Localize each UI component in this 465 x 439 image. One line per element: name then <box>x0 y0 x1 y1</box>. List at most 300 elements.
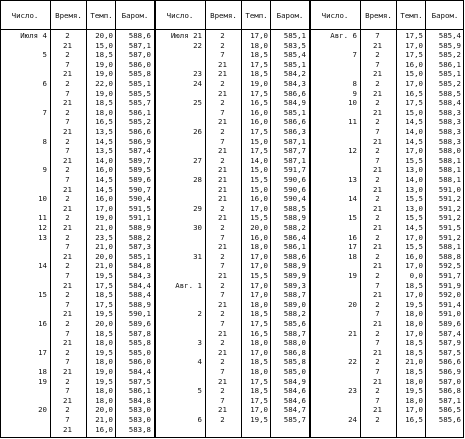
temp-cell: 15,0 <box>95 40 113 50</box>
temp-cell: 17,5 <box>250 395 268 405</box>
date-cell: 16 <box>348 232 357 242</box>
barometer-cell: 588,9 <box>283 213 306 223</box>
time-cell: 21 <box>218 376 227 386</box>
date-cell: 5 <box>197 386 202 396</box>
temp-cell: 17,5 <box>95 299 113 309</box>
barometer-cell: 591,1 <box>128 213 151 223</box>
column-divider <box>396 1 397 437</box>
temp-cell: 17,0 <box>405 405 423 415</box>
barometer-cell: 589,6 <box>128 319 151 328</box>
temp-cell: 18,5 <box>250 386 268 396</box>
date-cell: Июля 21 <box>170 31 202 40</box>
date-cell: 18 <box>348 251 357 261</box>
date-cell <box>156 233 202 242</box>
barometer-cell: 587,1 <box>283 155 306 165</box>
barometer-cell: 588,1 <box>438 155 461 165</box>
date-cell <box>311 69 357 78</box>
time-cell: 7 <box>375 59 380 69</box>
time-cell: 2 <box>65 319 70 328</box>
barometer-cell: 589,3 <box>283 280 306 290</box>
barometer-cell: 588,7 <box>283 290 306 300</box>
temp-cell: 16,0 <box>250 117 268 127</box>
date-cell: 26 <box>193 127 202 136</box>
time-cell: 21 <box>373 69 382 79</box>
time-cell: 21 <box>218 88 227 98</box>
time-cell: 7 <box>65 299 70 309</box>
time-cell: 2 <box>375 117 380 127</box>
barometer-cell: 585,7 <box>283 415 306 424</box>
barometer-cell: 588,0 <box>438 146 461 156</box>
date-cell <box>156 261 202 270</box>
barometer-cell: 588,9 <box>283 261 306 271</box>
time-cell: 7 <box>220 290 225 300</box>
temp-cell: 13,0 <box>405 165 423 175</box>
temp-cell: 16,0 <box>405 59 423 69</box>
date-cell <box>1 386 47 395</box>
date-cell <box>311 261 357 270</box>
temp-cell: 18,5 <box>405 367 423 376</box>
time-cell: 7 <box>220 395 225 405</box>
temp-cell: 16,5 <box>250 98 268 108</box>
temp-cell: 17,0 <box>405 79 423 88</box>
temp-cell: 18,0 <box>405 309 423 319</box>
time-cell: 7 <box>220 107 225 117</box>
date-cell <box>1 127 47 136</box>
barometer-cell: 586,5 <box>438 405 461 415</box>
temp-cell: 18,5 <box>250 69 268 79</box>
barometer-cell: 588,6 <box>283 251 306 261</box>
barometer-cell: 584,8 <box>128 395 151 405</box>
temp-cell: 13,0 <box>405 203 423 213</box>
date-cell: 6 <box>42 79 47 88</box>
time-cell: 7 <box>220 232 225 242</box>
temp-cell: 15,5 <box>250 213 268 223</box>
barometer-header: Баром. <box>276 11 304 20</box>
barometer-cell: 591,5 <box>438 223 461 232</box>
date-cell: 8 <box>352 79 357 88</box>
time-cell: 2 <box>220 338 225 348</box>
barometer-cell: 584,8 <box>128 261 151 271</box>
temp-cell: 21,0 <box>95 261 113 271</box>
date-cell <box>311 185 357 194</box>
temp-cell: 16,5 <box>405 415 423 424</box>
barometer-cell: 585,5 <box>128 88 151 98</box>
temp-cell: 17,5 <box>250 376 268 386</box>
temp-cell: 17,5 <box>250 319 268 328</box>
date-cell <box>1 242 47 251</box>
temp-cell: 16,0 <box>95 194 113 204</box>
time-cell: 2 <box>65 194 70 204</box>
temp-cell: 18,0 <box>95 107 113 117</box>
temp-cell: 14,0 <box>95 155 113 165</box>
date-cell <box>311 367 357 376</box>
temp-cell: 17,5 <box>250 146 268 156</box>
time-cell: 21 <box>63 309 72 319</box>
temp-cell: 14,5 <box>95 136 113 146</box>
time-cell: 7 <box>375 309 380 319</box>
barometer-cell: 591,2 <box>438 213 461 223</box>
date-cell <box>156 194 202 203</box>
temp-cell: 19,5 <box>95 376 113 386</box>
date-cell <box>1 117 47 126</box>
date-header: Число. <box>321 11 349 20</box>
time-cell: 2 <box>65 136 70 146</box>
column-divider <box>86 1 87 437</box>
time-cell: 7 <box>220 261 225 271</box>
barometer-cell: 585,8 <box>128 338 151 348</box>
time-cell: 21 <box>373 88 382 98</box>
time-cell: 2 <box>375 213 380 223</box>
date-cell <box>156 271 202 280</box>
temp-cell: 21,0 <box>95 223 113 232</box>
date-cell <box>311 127 357 136</box>
barometer-cell: 590,6 <box>283 184 306 194</box>
date-cell: 19 <box>38 376 47 386</box>
time-cell: 21 <box>63 98 72 108</box>
barometer-cell: 587,0 <box>438 376 461 386</box>
time-cell: 2 <box>65 31 70 40</box>
time-cell: 21 <box>63 40 72 50</box>
barometer-cell: 586,6 <box>438 357 461 367</box>
barometer-cell: 585,0 <box>128 347 151 357</box>
time-cell: 2 <box>375 194 380 204</box>
barometer-cell: 584,7 <box>283 405 306 415</box>
date-cell <box>1 396 47 405</box>
time-cell: 2 <box>65 79 70 88</box>
barometer-cell: 589,7 <box>128 155 151 165</box>
time-cell: 2 <box>375 386 380 396</box>
temp-cell: 19,0 <box>95 59 113 69</box>
temp-cell: 16,0 <box>250 194 268 204</box>
time-cell: 21 <box>218 405 227 415</box>
date-cell <box>156 108 202 117</box>
date-cell: 10 <box>38 194 47 204</box>
date-cell: 12 <box>38 223 47 232</box>
temp-cell: 15,5 <box>405 242 423 252</box>
date-cell: 29 <box>193 203 202 213</box>
date-cell: 24 <box>193 79 202 88</box>
time-cell: 2 <box>65 405 70 415</box>
time-cell: 2 <box>65 107 70 117</box>
barometer-cell: 592,0 <box>438 290 461 300</box>
time-cell: 7 <box>375 367 380 376</box>
temp-cell: 21,0 <box>95 242 113 252</box>
time-cell: 21 <box>373 107 382 117</box>
temp-cell: 18,0 <box>405 395 423 405</box>
barometer-cell: 584,6 <box>283 395 306 405</box>
date-cell <box>156 89 202 98</box>
date-cell <box>156 405 202 414</box>
temp-cell: 18,5 <box>95 328 113 338</box>
barometer-cell: 587,7 <box>283 146 306 156</box>
temp-cell: 16,0 <box>95 165 113 175</box>
temp-cell: 15,0 <box>250 136 268 146</box>
barometer-cell: 589,6 <box>128 175 151 184</box>
barometer-cell: 585,6 <box>283 319 306 328</box>
date-cell <box>311 377 357 386</box>
date-cell <box>1 329 47 338</box>
date-cell <box>311 165 357 174</box>
time-cell: 2 <box>375 328 380 338</box>
time-cell: 7 <box>65 415 70 424</box>
time-cell: 7 <box>65 88 70 98</box>
time-cell: 21 <box>373 347 382 357</box>
temp-cell: 19,0 <box>95 213 113 223</box>
barometer-cell: 585,9 <box>438 40 461 50</box>
temp-cell: 15,5 <box>250 271 268 280</box>
time-cell: 2 <box>375 146 380 156</box>
date-cell <box>311 348 357 357</box>
date-cell <box>156 377 202 386</box>
date-cell <box>1 41 47 50</box>
time-cell: 21 <box>63 203 72 213</box>
date-cell <box>311 338 357 347</box>
time-cell: 2 <box>65 50 70 60</box>
date-cell: 30 <box>193 223 202 232</box>
temp-cell: 13,5 <box>95 127 113 136</box>
barometer-cell: 588,6 <box>128 31 151 40</box>
date-cell: 20 <box>348 299 357 309</box>
barometer-cell: 589,9 <box>283 271 306 280</box>
time-cell: 2 <box>65 290 70 300</box>
date-cell <box>311 309 357 318</box>
date-cell <box>156 50 202 59</box>
barometer-cell: 592,5 <box>438 261 461 271</box>
date-cell: 31 <box>193 251 202 261</box>
date-cell: 24 <box>348 415 357 424</box>
time-cell: 2 <box>220 223 225 232</box>
date-cell <box>1 252 47 261</box>
temp-cell: 14,5 <box>405 136 423 146</box>
temp-cell: 18,0 <box>250 338 268 348</box>
barometer-cell: 588,1 <box>438 175 461 184</box>
time-cell: 21 <box>63 251 72 261</box>
time-cell: 21 <box>218 69 227 79</box>
time-cell: 2 <box>220 98 225 108</box>
time-cell: 21 <box>373 290 382 300</box>
barometer-cell: 587,3 <box>128 242 151 252</box>
temp-cell: 18,0 <box>95 395 113 405</box>
temp-cell: 16,0 <box>405 251 423 261</box>
date-header: Число. <box>11 11 39 20</box>
time-cell: 2 <box>375 357 380 367</box>
temp-header: Темп. <box>245 11 268 20</box>
temp-cell: 18,5 <box>250 50 268 60</box>
temp-cell: 18,5 <box>405 338 423 348</box>
time-cell: 2 <box>220 31 225 40</box>
barometer-cell: 584,3 <box>283 79 306 88</box>
barometer-cell: 584,4 <box>128 280 151 290</box>
temp-cell: 17,0 <box>405 40 423 50</box>
temp-cell: 14,0 <box>250 155 268 165</box>
barometer-cell: 591,7 <box>438 271 461 280</box>
barometer-cell: 587,4 <box>438 328 461 338</box>
temp-cell: 17,0 <box>250 405 268 415</box>
time-cell: 2 <box>65 213 70 223</box>
barometer-cell: 585,6 <box>438 415 461 424</box>
time-cell: 21 <box>218 347 227 357</box>
barometer-cell: 583,8 <box>128 424 151 434</box>
barometer-cell: 587,4 <box>128 146 151 156</box>
barometer-cell: 591,2 <box>438 203 461 213</box>
temp-cell: 18,0 <box>250 299 268 309</box>
time-cell: 2 <box>220 40 225 50</box>
time-cell: 7 <box>65 242 70 252</box>
barometer-cell: 590,7 <box>128 184 151 194</box>
date-cell <box>156 185 202 194</box>
barometer-cell: 591,0 <box>438 309 461 319</box>
temp-cell: 14,0 <box>405 175 423 184</box>
barometer-cell: 586,1 <box>438 59 461 69</box>
barometer-cell: 586,8 <box>283 347 306 357</box>
barometer-cell: 585,8 <box>283 357 306 367</box>
date-cell <box>1 89 47 98</box>
time-cell: 21 <box>218 59 227 69</box>
barometer-cell: 588,7 <box>283 328 306 338</box>
temp-cell: 19,5 <box>405 299 423 309</box>
date-cell <box>156 213 202 222</box>
time-cell: 21 <box>373 223 382 232</box>
barometer-cell: 588,1 <box>438 165 461 175</box>
date-cell <box>156 146 202 155</box>
temp-cell: 13,0 <box>405 184 423 194</box>
barometer-cell: 591,7 <box>283 165 306 175</box>
barometer-cell: 586,6 <box>128 127 151 136</box>
date-header: Число. <box>166 11 194 20</box>
time-cell: 2 <box>65 232 70 242</box>
barometer-cell: 590,4 <box>128 194 151 204</box>
temp-cell: 19,5 <box>95 309 113 319</box>
date-cell <box>311 223 357 232</box>
temp-cell: 18,5 <box>95 290 113 300</box>
time-cell: 7 <box>220 50 225 60</box>
barometer-cell: 587,0 <box>128 50 151 60</box>
date-cell: 28 <box>193 175 202 184</box>
date-cell <box>311 60 357 69</box>
time-cell: 2 <box>220 155 225 165</box>
barometer-cell: 585,1 <box>128 79 151 88</box>
time-cell: 2 <box>220 251 225 261</box>
date-cell: 15 <box>348 213 357 223</box>
date-cell <box>311 41 357 50</box>
barometer-cell: 585,2 <box>438 50 461 60</box>
time-cell: 21 <box>218 146 227 156</box>
time-cell: 7 <box>375 127 380 136</box>
temp-cell: 15,0 <box>405 69 423 79</box>
time-cell: 2 <box>220 203 225 213</box>
temp-cell: 16,5 <box>250 328 268 338</box>
date-cell <box>1 338 47 347</box>
date-cell: 9 <box>352 88 357 98</box>
time-cell: 21 <box>218 213 227 223</box>
time-cell: 7 <box>375 280 380 290</box>
time-cell: 7 <box>375 155 380 165</box>
barometer-cell: 589,6 <box>438 319 461 328</box>
time-cell: 21 <box>218 299 227 309</box>
temp-cell: 16,5 <box>95 117 113 127</box>
temp-cell: 19,0 <box>95 69 113 79</box>
date-cell <box>156 60 202 69</box>
time-cell: 2 <box>375 415 380 424</box>
barometer-cell: 590,4 <box>283 194 306 204</box>
column-divider <box>270 1 271 437</box>
barometer-cell: 585,1 <box>128 251 151 261</box>
temp-cell: 18,5 <box>405 347 423 357</box>
temp-cell: 17,5 <box>405 98 423 108</box>
temp-cell: 17,0 <box>250 280 268 290</box>
date-cell <box>156 300 202 309</box>
barometer-cell: 591,4 <box>438 299 461 309</box>
barometer-cell: 588,8 <box>438 251 461 261</box>
time-cell: 7 <box>65 328 70 338</box>
barometer-cell: 591,0 <box>438 184 461 194</box>
barometer-cell: 584,3 <box>128 271 151 280</box>
temp-cell: 17,0 <box>250 347 268 357</box>
time-cell: 21 <box>218 175 227 184</box>
temp-cell: 16,5 <box>405 88 423 98</box>
date-cell <box>311 204 357 213</box>
date-cell <box>1 69 47 78</box>
temp-cell: 14,5 <box>405 223 423 232</box>
temp-cell: 18,5 <box>250 357 268 367</box>
temp-cell: 17,0 <box>250 261 268 271</box>
date-cell <box>1 98 47 107</box>
time-cell: 2 <box>375 299 380 309</box>
time-cell: 21 <box>218 184 227 194</box>
barometer-cell: 585,1 <box>438 69 461 79</box>
date-cell <box>1 415 47 424</box>
time-cell: 2 <box>375 232 380 242</box>
temp-cell: 20,0 <box>95 405 113 415</box>
date-cell: 11 <box>348 117 357 127</box>
barometer-cell: 586,4 <box>283 232 306 242</box>
date-cell: 13 <box>348 175 357 184</box>
time-cell: 21 <box>218 165 227 175</box>
time-cell: 2 <box>375 175 380 184</box>
time-cell: 21 <box>218 242 227 252</box>
barometer-cell: 591,9 <box>438 280 461 290</box>
barometer-cell: 591,2 <box>438 194 461 204</box>
time-cell: 21 <box>218 117 227 127</box>
date-cell <box>1 204 47 213</box>
barometer-cell: 586,9 <box>438 367 461 376</box>
barometer-cell: 587,5 <box>438 347 461 357</box>
temp-cell: 16,0 <box>250 107 268 117</box>
time-cell: 21 <box>63 395 72 405</box>
date-cell <box>311 108 357 117</box>
barometer-cell: 585,7 <box>128 98 151 108</box>
barometer-cell: 586,1 <box>283 242 306 252</box>
barometer-cell: 588,2 <box>128 232 151 242</box>
date-cell <box>156 242 202 251</box>
temp-header: Темп. <box>400 11 423 20</box>
temp-cell: 17,0 <box>405 146 423 156</box>
date-cell: 17 <box>348 242 357 252</box>
time-cell: 7 <box>375 338 380 348</box>
barometer-cell: 587,1 <box>128 40 151 50</box>
time-cell: 7 <box>220 319 225 328</box>
temp-cell: 18,0 <box>250 40 268 50</box>
temp-cell: 17,0 <box>405 328 423 338</box>
date-cell: 2 <box>197 309 202 319</box>
barometer-cell: 583,0 <box>128 415 151 424</box>
temp-cell: 18,0 <box>95 338 113 348</box>
temp-cell: 18,0 <box>95 357 113 367</box>
date-cell <box>156 165 202 174</box>
time-cell: 21 <box>373 319 382 328</box>
barometer-cell: 585,4 <box>438 31 461 40</box>
temp-cell: 21,0 <box>95 415 113 424</box>
